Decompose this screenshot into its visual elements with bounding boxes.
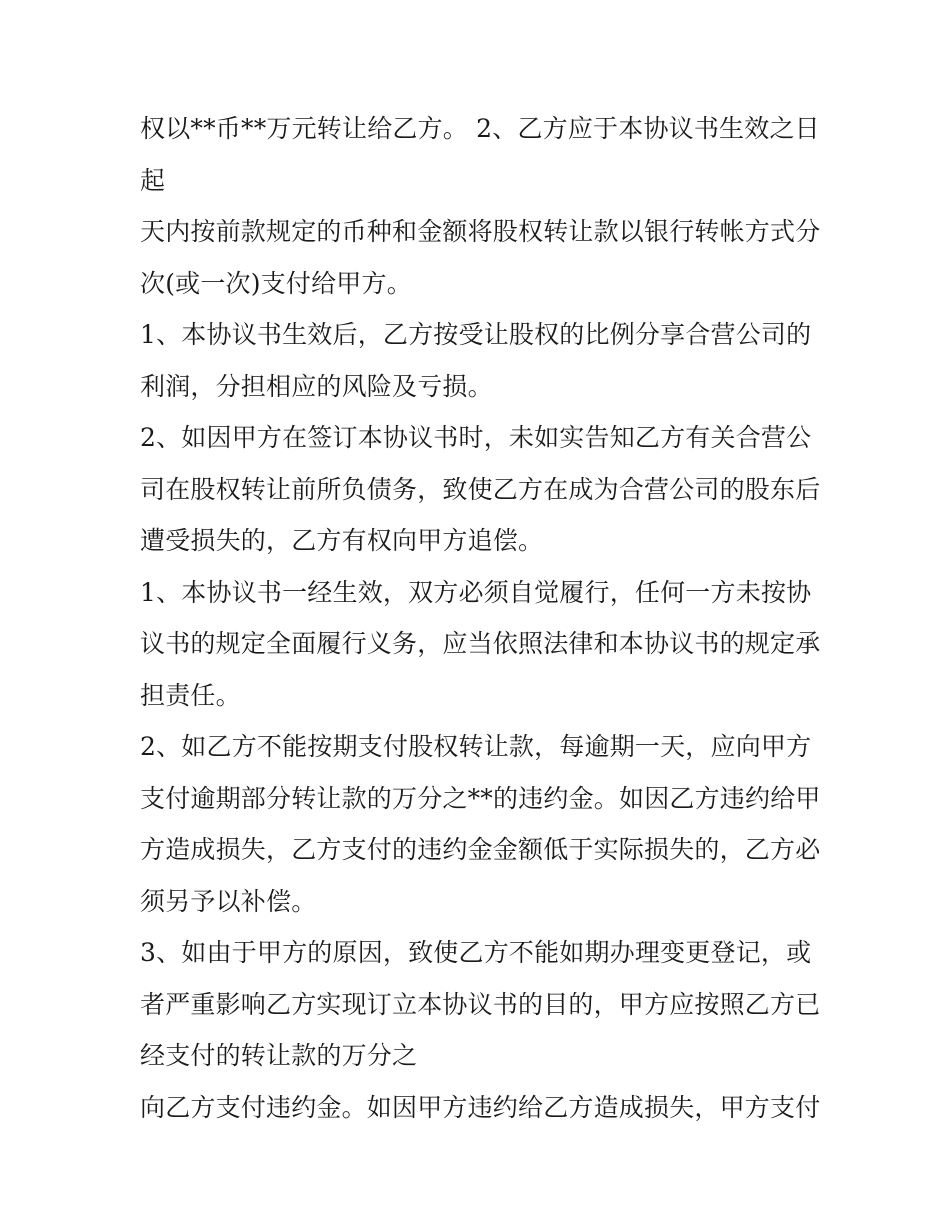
text-line-9: 遭受损失的，乙方有权向甲方追偿。 bbox=[140, 526, 544, 555]
text-line-10: 1、本协议书一经生效，双方必须自觉履行，任何一方未按协 bbox=[140, 577, 812, 607]
text-line-12: 担责任。 bbox=[140, 680, 241, 710]
text-line-11: 议书的规定全面履行义务，应当依照法律和本协议书的规定承 bbox=[140, 629, 821, 658]
text-line-18: 者严重影响乙方实现订立本协议书的目的，甲方应按照乙方已 bbox=[140, 989, 821, 1019]
text-line-5: 1、本协议书生效后，乙方按受让股权的比例分享合营公司的 bbox=[140, 320, 812, 349]
text-line-15: 方造成损失，乙方支付的违约金金额低于实际损失的，乙方必 bbox=[140, 835, 821, 864]
text-line-19: 经支付的转让款的万分之 bbox=[140, 1041, 418, 1070]
text-line-2: 起 bbox=[140, 165, 166, 195]
text-line-6: 利润，分担相应的风险及亏损。 bbox=[140, 371, 493, 401]
text-line-16: 须另予以补偿。 bbox=[140, 886, 317, 916]
text-line-13: 2、如乙方不能按期支付股权转让款，每逾期一天，应向甲方 bbox=[140, 732, 812, 761]
text-line-14: 支付逾期部分转让款的万分之**的违约金。如因乙方违约给甲 bbox=[140, 783, 821, 813]
text-line-7: 2、如因甲方在签订本协议书时，未如实告知乙方有关合营公 bbox=[140, 423, 812, 452]
text-line-8: 司在股权转让前所负债务，致使乙方在成为合营公司的股东后 bbox=[140, 474, 821, 504]
text-line-4: 次(或一次)支付给甲方。 bbox=[140, 268, 412, 298]
text-line-20: 向乙方支付违约金。如因甲方违约给乙方造成损失，甲方支付 bbox=[140, 1092, 821, 1122]
text-line-1: 权以**币**万元转让给乙方。 2、乙方应于本协议书生效之日 bbox=[140, 114, 820, 143]
document-body bbox=[140, 103, 840, 1133]
text-line-17: 3、如由于甲方的原因，致使乙方不能如期办理变更登记，或 bbox=[140, 938, 812, 967]
text-line-3: 天内按前款规定的币种和金额将股权转让款以银行转帐方式分 bbox=[140, 217, 821, 246]
